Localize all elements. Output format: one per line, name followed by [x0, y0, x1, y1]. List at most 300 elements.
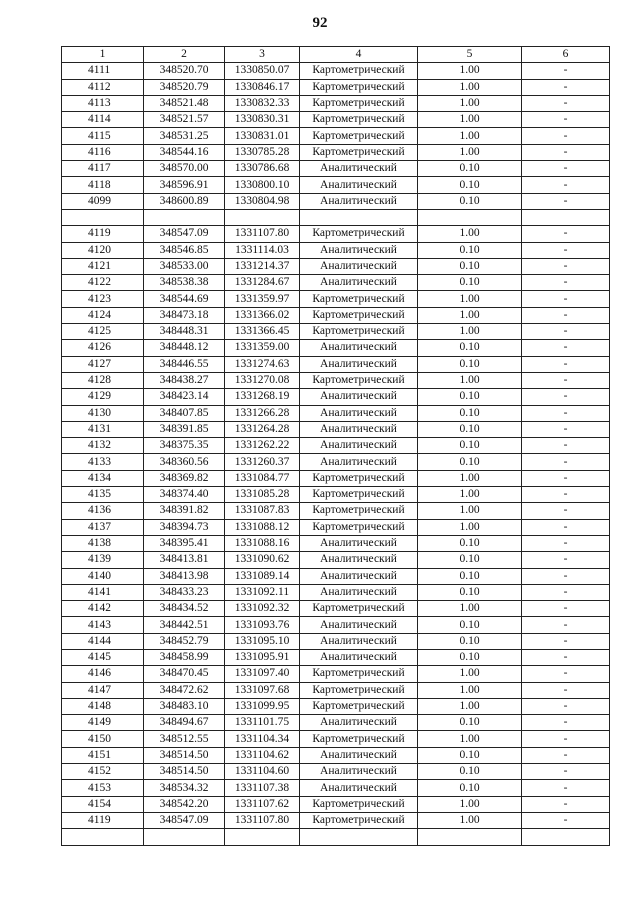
table-cell: 1.00	[418, 698, 522, 714]
table-cell: -	[522, 780, 610, 796]
table-cell: 348423.14	[144, 389, 225, 405]
table-cell	[62, 829, 144, 845]
table-cell	[522, 829, 610, 845]
table-cell: 0.10	[418, 747, 522, 763]
table-cell: 348546.85	[144, 242, 225, 258]
table-cell: 348391.82	[144, 503, 225, 519]
table-row	[62, 568, 610, 584]
table-row	[62, 747, 610, 763]
table-cell: 1331089.14	[225, 568, 300, 584]
table-cell: Аналитический	[300, 161, 418, 177]
table-cell: 4119	[62, 812, 144, 828]
table-row	[62, 454, 610, 470]
table-cell: Картометрический	[300, 519, 418, 535]
table-cell: 1331084.77	[225, 470, 300, 486]
table-cell: -	[522, 487, 610, 503]
table-cell: Аналитический	[300, 438, 418, 454]
table-cell: Аналитический	[300, 715, 418, 731]
table-cell: 4111	[62, 63, 144, 79]
table-cell: 1331359.97	[225, 291, 300, 307]
table-cell: 4115	[62, 128, 144, 144]
table-cell: 4144	[62, 633, 144, 649]
table-row	[62, 633, 610, 649]
table-cell: 1.00	[418, 226, 522, 242]
table-cell: Картометрический	[300, 372, 418, 388]
table-cell: 348570.00	[144, 161, 225, 177]
table-cell: Аналитический	[300, 747, 418, 763]
table-cell: 0.10	[418, 649, 522, 665]
table-cell	[300, 209, 418, 225]
table-row	[62, 682, 610, 698]
table-cell: 1331107.80	[225, 812, 300, 828]
table-cell: 1331260.37	[225, 454, 300, 470]
table-cell: 4142	[62, 601, 144, 617]
table-cell	[418, 209, 522, 225]
table-cell: 348514.50	[144, 747, 225, 763]
table-cell: 1.00	[418, 812, 522, 828]
table-cell: 0.10	[418, 340, 522, 356]
table-cell: 4139	[62, 552, 144, 568]
table-cell: -	[522, 812, 610, 828]
table-header-row	[62, 47, 610, 63]
table-cell: -	[522, 552, 610, 568]
table-cell: -	[522, 682, 610, 698]
coordinates-table	[61, 46, 610, 846]
table-cell: 4126	[62, 340, 144, 356]
table-row	[62, 128, 610, 144]
table-cell	[62, 209, 144, 225]
table-cell: 1331114.03	[225, 242, 300, 258]
table-cell: -	[522, 226, 610, 242]
table-cell: Картометрический	[300, 112, 418, 128]
table-cell: -	[522, 389, 610, 405]
table-cell: 348434.52	[144, 601, 225, 617]
table-row	[62, 161, 610, 177]
table-cell: Аналитический	[300, 275, 418, 291]
table-cell: 0.10	[418, 764, 522, 780]
table-cell: -	[522, 291, 610, 307]
table-cell: 348470.45	[144, 666, 225, 682]
table-cell: Картометрический	[300, 226, 418, 242]
table-cell: 348448.31	[144, 324, 225, 340]
table-cell: 348472.62	[144, 682, 225, 698]
table-cell: 348448.12	[144, 340, 225, 356]
table-cell: 1.00	[418, 666, 522, 682]
table-row	[62, 79, 610, 95]
table-cell: 348413.98	[144, 568, 225, 584]
table-cell: -	[522, 698, 610, 714]
table-cell: Аналитический	[300, 356, 418, 372]
table-cell: 348458.99	[144, 649, 225, 665]
table-cell: 1.00	[418, 307, 522, 323]
table-cell: 4136	[62, 503, 144, 519]
table-row	[62, 144, 610, 160]
table-cell: 348494.67	[144, 715, 225, 731]
table-cell: 4137	[62, 519, 144, 535]
table-cell: 4141	[62, 584, 144, 600]
table-cell: 348544.16	[144, 144, 225, 160]
table-row	[62, 438, 610, 454]
table-cell: -	[522, 666, 610, 682]
table-row	[62, 731, 610, 747]
table-row	[62, 796, 610, 812]
table-cell: -	[522, 421, 610, 437]
table-cell: Аналитический	[300, 242, 418, 258]
table-cell: 1.00	[418, 796, 522, 812]
column-header: 2	[144, 47, 225, 63]
table-cell: 1330846.17	[225, 79, 300, 95]
table-cell: 4133	[62, 454, 144, 470]
table-cell: 348483.10	[144, 698, 225, 714]
table-row	[62, 764, 610, 780]
table-cell: 348442.51	[144, 617, 225, 633]
table-cell: 4129	[62, 389, 144, 405]
table-cell: -	[522, 535, 610, 551]
table-cell: -	[522, 519, 610, 535]
table-cell: Аналитический	[300, 649, 418, 665]
table-cell: Аналитический	[300, 193, 418, 209]
table-cell: 4119	[62, 226, 144, 242]
column-header: 3	[225, 47, 300, 63]
table-cell: 1.00	[418, 601, 522, 617]
table-cell: 4148	[62, 698, 144, 714]
table-cell: Картометрический	[300, 503, 418, 519]
table-cell: -	[522, 112, 610, 128]
table-cell: 1.00	[418, 372, 522, 388]
table-cell: 4149	[62, 715, 144, 731]
table-cell: 1330832.33	[225, 95, 300, 111]
table-row	[62, 258, 610, 274]
table-cell: 348512.55	[144, 731, 225, 747]
table-cell: -	[522, 340, 610, 356]
table-cell: -	[522, 796, 610, 812]
table-row	[62, 780, 610, 796]
table-cell: 4140	[62, 568, 144, 584]
table-cell: 1330804.98	[225, 193, 300, 209]
table-cell: -	[522, 275, 610, 291]
table-cell: 0.10	[418, 617, 522, 633]
table-cell: 4116	[62, 144, 144, 160]
table-cell: 1331104.34	[225, 731, 300, 747]
table-cell: 1331274.63	[225, 356, 300, 372]
table-row	[62, 487, 610, 503]
table-cell: 4143	[62, 617, 144, 633]
table-cell: Картометрический	[300, 307, 418, 323]
table-cell: 1.00	[418, 112, 522, 128]
table-cell: 348547.09	[144, 226, 225, 242]
table-cell: -	[522, 438, 610, 454]
table-cell: 1331097.68	[225, 682, 300, 698]
table-cell: Аналитический	[300, 421, 418, 437]
table-cell: 1.00	[418, 731, 522, 747]
table-cell	[225, 209, 300, 225]
table-row	[62, 95, 610, 111]
table-cell: 1331107.38	[225, 780, 300, 796]
table-cell: Аналитический	[300, 340, 418, 356]
table-cell: 1.00	[418, 487, 522, 503]
table-cell: 1.00	[418, 79, 522, 95]
table-cell	[300, 829, 418, 845]
table-cell: -	[522, 617, 610, 633]
table-cell: 348542.20	[144, 796, 225, 812]
table-row	[62, 389, 610, 405]
table-cell: 1331104.62	[225, 747, 300, 763]
table-cell: 1331092.32	[225, 601, 300, 617]
table-cell: -	[522, 568, 610, 584]
table-cell: 1331268.19	[225, 389, 300, 405]
table-cell: 4123	[62, 291, 144, 307]
table-cell: 0.10	[418, 193, 522, 209]
table-cell: 0.10	[418, 584, 522, 600]
table-cell: 0.10	[418, 438, 522, 454]
table-cell: 1330785.28	[225, 144, 300, 160]
table-cell: 348520.79	[144, 79, 225, 95]
table-cell: 4121	[62, 258, 144, 274]
table-cell: 0.10	[418, 389, 522, 405]
table-cell: 348521.48	[144, 95, 225, 111]
table-cell: Картометрический	[300, 601, 418, 617]
table-cell: 1330786.68	[225, 161, 300, 177]
table-cell: 4117	[62, 161, 144, 177]
table-row	[62, 193, 610, 209]
table-cell: 1331266.28	[225, 405, 300, 421]
table-cell: 348446.55	[144, 356, 225, 372]
table-cell: 4112	[62, 79, 144, 95]
table-cell: 4154	[62, 796, 144, 812]
table-cell: 1331099.95	[225, 698, 300, 714]
table-cell: -	[522, 454, 610, 470]
table-row	[62, 405, 610, 421]
table-cell: -	[522, 193, 610, 209]
table-cell: 1331088.12	[225, 519, 300, 535]
table-cell: 0.10	[418, 780, 522, 796]
table-cell: 348600.89	[144, 193, 225, 209]
page-number: 92	[312, 15, 328, 31]
table-cell: 348360.56	[144, 454, 225, 470]
table-row	[62, 617, 610, 633]
table-cell: 1331104.60	[225, 764, 300, 780]
table-cell: 1331214.37	[225, 258, 300, 274]
table-cell: -	[522, 95, 610, 111]
table-row	[62, 812, 610, 828]
table-cell: 0.10	[418, 356, 522, 372]
table-row	[62, 63, 610, 79]
table-cell: -	[522, 128, 610, 144]
table-cell: Картометрический	[300, 79, 418, 95]
table-cell: Аналитический	[300, 454, 418, 470]
table-cell: 1331284.67	[225, 275, 300, 291]
table-cell: 1331095.91	[225, 649, 300, 665]
table-cell: 1.00	[418, 95, 522, 111]
table-cell: 1331366.45	[225, 324, 300, 340]
table-cell: -	[522, 405, 610, 421]
table-cell: 1.00	[418, 324, 522, 340]
table-cell: -	[522, 470, 610, 486]
table-cell: 4120	[62, 242, 144, 258]
table-cell: 0.10	[418, 568, 522, 584]
table-cell: 4152	[62, 764, 144, 780]
table-cell: -	[522, 731, 610, 747]
table-cell: 348369.82	[144, 470, 225, 486]
table-cell: Картометрический	[300, 291, 418, 307]
table-cell: -	[522, 63, 610, 79]
table-cell: 1.00	[418, 503, 522, 519]
table-cell	[144, 209, 225, 225]
table-row	[62, 177, 610, 193]
table-cell: 0.10	[418, 177, 522, 193]
table-cell: 4151	[62, 747, 144, 763]
table-cell: 1.00	[418, 682, 522, 698]
table-cell: 348596.91	[144, 177, 225, 193]
table-cell: 1.00	[418, 63, 522, 79]
table-cell: Картометрический	[300, 731, 418, 747]
table-cell: -	[522, 633, 610, 649]
table-cell: -	[522, 764, 610, 780]
table-cell: 348531.25	[144, 128, 225, 144]
table-cell: 1331107.80	[225, 226, 300, 242]
table-cell: 348452.79	[144, 633, 225, 649]
table-cell: -	[522, 372, 610, 388]
table-cell: 348375.35	[144, 438, 225, 454]
table-cell: 4134	[62, 470, 144, 486]
table-cell: Аналитический	[300, 258, 418, 274]
table-cell: 0.10	[418, 275, 522, 291]
table-cell: -	[522, 747, 610, 763]
table-cell: Аналитический	[300, 568, 418, 584]
table-cell: 1331097.40	[225, 666, 300, 682]
table-cell: 1331359.00	[225, 340, 300, 356]
table-cell: 4132	[62, 438, 144, 454]
table-cell: 0.10	[418, 552, 522, 568]
table-cell	[418, 829, 522, 845]
table-cell: 1331090.62	[225, 552, 300, 568]
table-cell: 4113	[62, 95, 144, 111]
table-cell: -	[522, 601, 610, 617]
table-row	[62, 715, 610, 731]
table-cell: -	[522, 177, 610, 193]
table-cell: 1.00	[418, 144, 522, 160]
table-row	[62, 552, 610, 568]
table-cell: 1331101.75	[225, 715, 300, 731]
table-cell: -	[522, 584, 610, 600]
table-cell: 4147	[62, 682, 144, 698]
table-cell: 1331107.62	[225, 796, 300, 812]
table-cell: 348407.85	[144, 405, 225, 421]
table-cell: 0.10	[418, 258, 522, 274]
table-cell: Картометрический	[300, 812, 418, 828]
table-cell: 0.10	[418, 421, 522, 437]
table-cell: 0.10	[418, 454, 522, 470]
table-cell: -	[522, 258, 610, 274]
table-cell: 4135	[62, 487, 144, 503]
column-header: 5	[418, 47, 522, 63]
table-cell: -	[522, 649, 610, 665]
table-cell: 4124	[62, 307, 144, 323]
table-cell: Картометрический	[300, 144, 418, 160]
column-header: 1	[62, 47, 144, 63]
table-cell: Картометрический	[300, 487, 418, 503]
table-cell: Картометрический	[300, 796, 418, 812]
table-cell: 4150	[62, 731, 144, 747]
table-cell: Картометрический	[300, 682, 418, 698]
table-cell: 4131	[62, 421, 144, 437]
table-row	[62, 829, 610, 845]
table-row	[62, 324, 610, 340]
table-row	[62, 307, 610, 323]
table-cell: 0.10	[418, 242, 522, 258]
table-row	[62, 649, 610, 665]
table-cell: Аналитический	[300, 584, 418, 600]
table-cell	[522, 209, 610, 225]
table-cell: 1330800.10	[225, 177, 300, 193]
table-row	[62, 503, 610, 519]
table-cell: 348533.00	[144, 258, 225, 274]
table-cell: 4153	[62, 780, 144, 796]
table-cell: 1.00	[418, 519, 522, 535]
table-cell: 348413.81	[144, 552, 225, 568]
table-cell: 4138	[62, 535, 144, 551]
table-cell: 348394.73	[144, 519, 225, 535]
table-cell: -	[522, 144, 610, 160]
table-cell: 4118	[62, 177, 144, 193]
table-cell: 4114	[62, 112, 144, 128]
table-cell: -	[522, 324, 610, 340]
table-row	[62, 372, 610, 388]
table-cell: 348395.41	[144, 535, 225, 551]
table-cell: 348547.09	[144, 812, 225, 828]
table-cell: -	[522, 356, 610, 372]
table-row	[62, 601, 610, 617]
table-cell: Аналитический	[300, 617, 418, 633]
table-cell: 1330830.31	[225, 112, 300, 128]
table-cell: 1330831.01	[225, 128, 300, 144]
table-cell: Аналитический	[300, 177, 418, 193]
table-cell: 1331262.22	[225, 438, 300, 454]
table-row	[62, 698, 610, 714]
table-cell: Аналитический	[300, 633, 418, 649]
table-cell: 348538.38	[144, 275, 225, 291]
table-cell: 1330850.07	[225, 63, 300, 79]
table-cell: 1331085.28	[225, 487, 300, 503]
table-cell: Картометрический	[300, 470, 418, 486]
table-cell: 0.10	[418, 715, 522, 731]
table-cell: 1.00	[418, 128, 522, 144]
table-cell: 348534.32	[144, 780, 225, 796]
table-cell: 348391.85	[144, 421, 225, 437]
table-cell: 348514.50	[144, 764, 225, 780]
table-row	[62, 209, 610, 225]
table-cell: 348438.27	[144, 372, 225, 388]
table-cell	[144, 829, 225, 845]
table-cell: 0.10	[418, 405, 522, 421]
table-body	[62, 63, 610, 845]
table-cell: -	[522, 242, 610, 258]
table-cell: 0.10	[418, 633, 522, 649]
table-row	[62, 340, 610, 356]
table-cell: Аналитический	[300, 764, 418, 780]
table-cell: 4128	[62, 372, 144, 388]
table-cell: 1.00	[418, 470, 522, 486]
table-cell: Аналитический	[300, 780, 418, 796]
table-row	[62, 584, 610, 600]
table-cell: 348521.57	[144, 112, 225, 128]
table-row	[62, 356, 610, 372]
table-cell: 4145	[62, 649, 144, 665]
table-cell: 4099	[62, 193, 144, 209]
table-cell: 4127	[62, 356, 144, 372]
table-cell: Картометрический	[300, 666, 418, 682]
table-cell: 348520.70	[144, 63, 225, 79]
